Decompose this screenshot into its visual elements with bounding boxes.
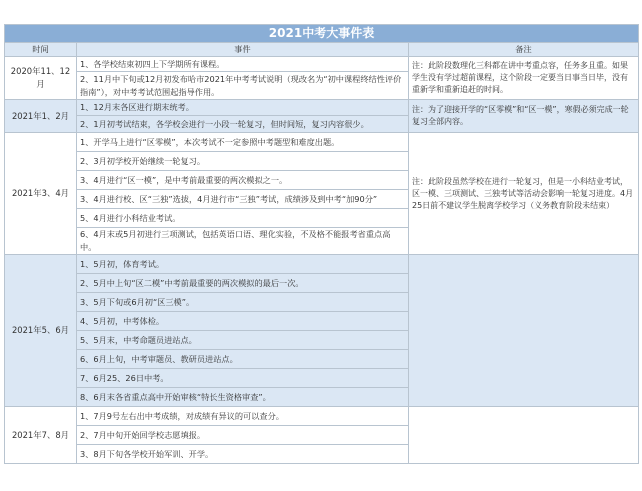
header-event: 事件 xyxy=(77,43,409,57)
event-cell: 5、5月末，中考命题员进站点。 xyxy=(77,331,409,350)
event-cell: 4、5月初，中考体检。 xyxy=(77,312,409,331)
time-cell: 2021年5、6月 xyxy=(5,255,77,407)
event-cell: 3、4月进行“区一模”，是中考前最重要的两次模拟之一。 xyxy=(77,171,409,190)
table-title: 2021中考大事件表 xyxy=(5,25,639,43)
event-cell: 2、1月初考试结束，各学校会进行一小段一轮复习，但时间短，复习内容很少。 xyxy=(77,116,409,133)
time-cell: 2021年1、2月 xyxy=(5,100,77,133)
event-cell: 5、4月进行小科结业考试。 xyxy=(77,209,409,228)
event-cell: 1、5月初，体育考试。 xyxy=(77,255,409,274)
event-cell: 6、6月上旬，中考审题员、教研员进站点。 xyxy=(77,350,409,369)
event-cell: 2、3月初学校开始继续一轮复习。 xyxy=(77,152,409,171)
event-cell: 8、6月末各省重点高中开始审核“特长生资格审查”。 xyxy=(77,388,409,407)
event-cell: 1、7月9号左右出中考成绩，对成绩有异议的可以查分。 xyxy=(77,407,409,426)
schedule-table-container xyxy=(4,24,638,464)
event-cell: 1、12月末各区进行期末统考。 xyxy=(77,100,409,116)
note-cell xyxy=(409,255,639,407)
event-cell: 6、4月末或5月初进行三项测试，包括英语口语、理化实验，不及格不能报考省重点高中。 xyxy=(77,228,409,255)
event-cell: 3、8月下旬各学校开始军训、开学。 xyxy=(77,445,409,464)
event-cell: 1、各学校结束初四上下学期所有课程。 xyxy=(77,57,409,72)
time-cell: 2021年3、4月 xyxy=(5,133,77,255)
note-cell xyxy=(409,407,639,464)
time-cell: 2020年11、12月 xyxy=(5,57,77,100)
note-cell: 注：为了迎接开学的“区零模”和“区一模”，寒假必须完成一轮复习全部内容。 xyxy=(409,100,639,133)
note-cell: 注：此阶段数理化三科都在讲中考重点容，任务多且重。如果学生没有学过超前课程，这个阶段一定要当日事当日毕，没有重新学和重新追赶的时间。 xyxy=(409,57,639,100)
event-cell: 2、5月中上旬“区二模”中考前最重要的两次模拟的最后一次。 xyxy=(77,274,409,293)
header-time: 时间 xyxy=(5,43,77,57)
header-note: 备注 xyxy=(409,43,639,57)
event-cell: 2、11月中下旬或12月初发布哈市2021年中考考试说明（现改名为“初中课程终结性评价指南”），对中考考试范围起指导作用。 xyxy=(77,72,409,100)
event-cell: 3、4月进行校、区“三独”选拔，4月进行市“三独”考试，成绩涉及到中考“加90分” xyxy=(77,190,409,209)
event-cell: 2、7月中旬开始回学校志愿填报。 xyxy=(77,426,409,445)
time-cell: 2021年7、8月 xyxy=(5,407,77,464)
schedule-table xyxy=(4,24,639,464)
note-cell: 注：此阶段虽然学校在进行一轮复习，但是一小科结业考试，区一模、三项测试、三独考试等活动会影响一轮复习进度。4月25日前不建议学生脱离学校学习（义务教育阶段未结束） xyxy=(409,133,639,255)
event-cell: 7、6月25、26日中考。 xyxy=(77,369,409,388)
event-cell: 1、开学马上进行“区零模”，本次考试不一定参照中考题型和难度出题。 xyxy=(77,133,409,152)
event-cell: 3、5月下旬或6月初“区三模”。 xyxy=(77,293,409,312)
